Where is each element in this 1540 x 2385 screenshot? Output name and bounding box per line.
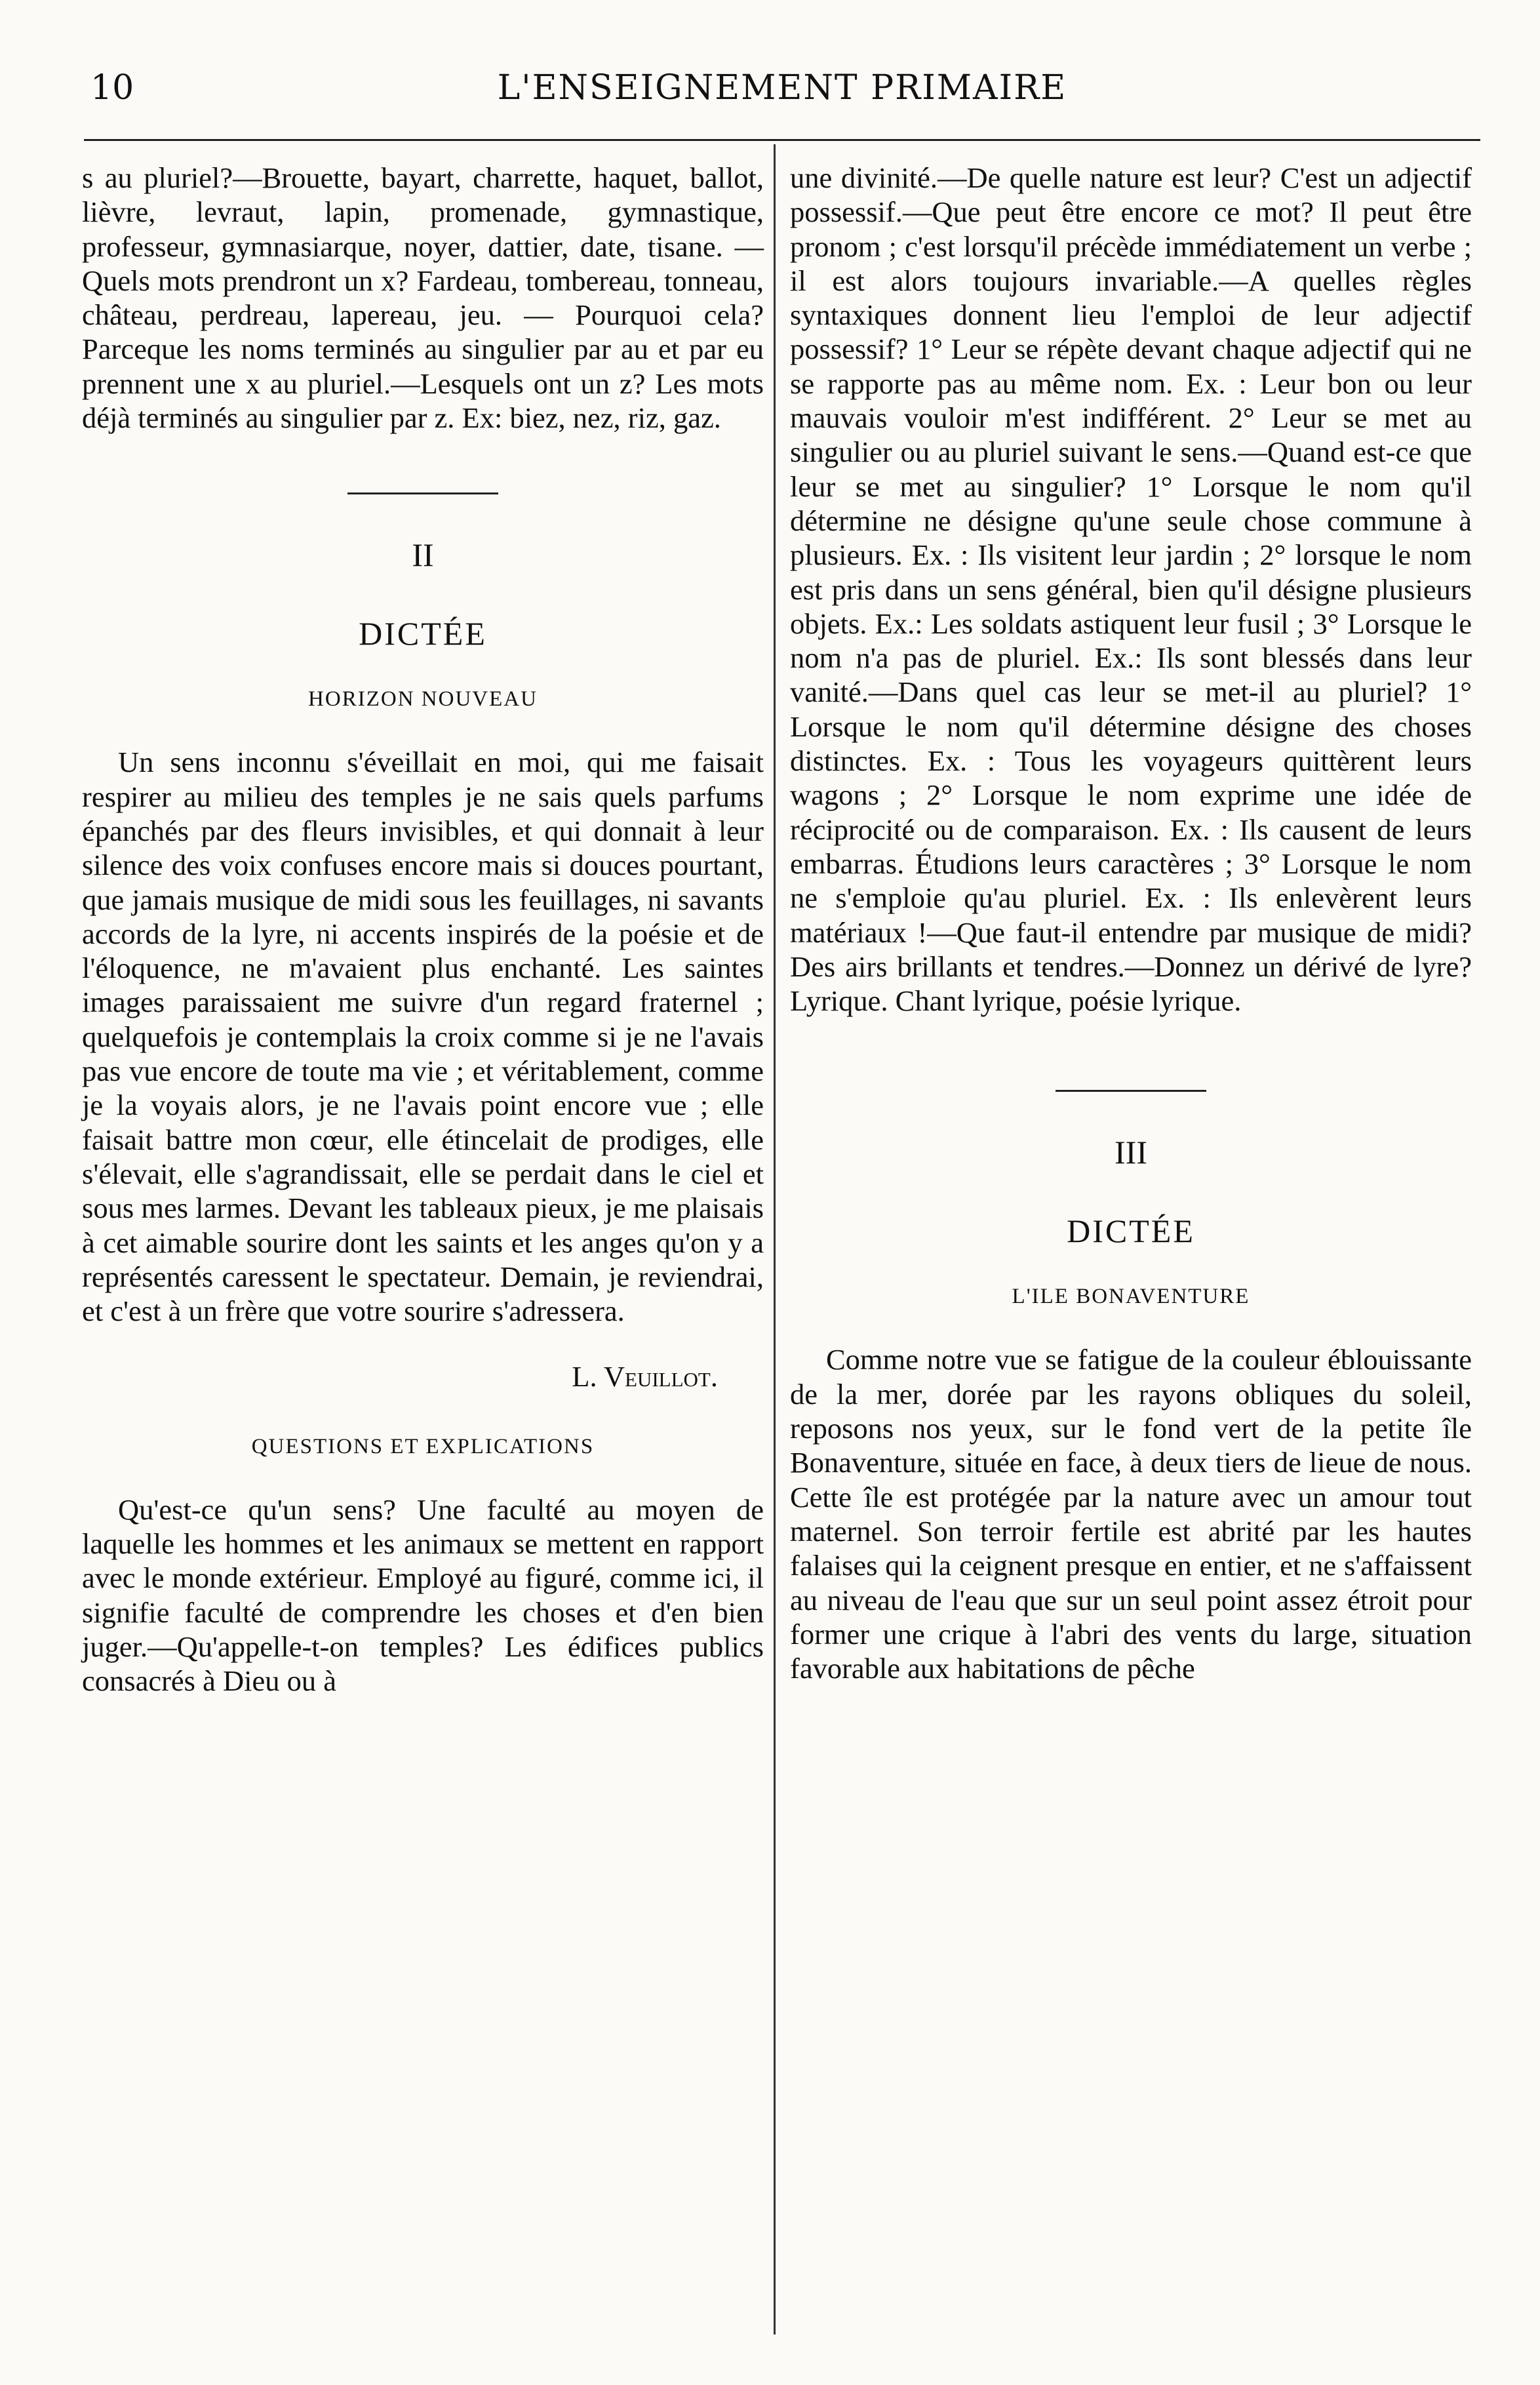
dictee-text: Comme notre vue se fatigue de la couleur éblouissante de la mer, dorée par les rayons obliques du soleil, reposons nos yeux, sur le fond vert de la petite île Bonaventure, située en face, à deux tiers de lieue de nous. Cette île est protégée par la nature avec un amour tout maternel. Son terroir fertile est abrité par les hautes falaises qui la ceignent presque en entier, et ne s'affaissent au niveau de l'eau que sur un seul point assez étroit pour former une crique à l'abri des vents du large, situation favorable aux habitations de pêche xyxy=(790,1343,1472,1685)
header-rule xyxy=(84,139,1480,141)
page-header xyxy=(84,63,1480,115)
page-number: 10 xyxy=(90,68,134,108)
left-continued-paragraph: s au pluriel?—Brouette, bayart, charrette, haquet, ballot, lièvre, levraut, lapin, promenade, gymnastique, professeur, gymnasiarque, noyer, dattier, date, tisane. — Quels mots prendront un x? Fardeau, tombereau, tonneau, château, perdreau, lapereau, jeu. — Pourquoi cela? Parceque les noms terminés au singulier par au et par eu prennent une x au pluriel.—Lesquels ont un z? Les mots déjà terminés au singulier par z. Ex: biez, nez, riz, gaz. xyxy=(82,161,764,435)
dictee-text: Un sens inconnu s'éveillait en moi, qui me faisait respirer au milieu des temples je ne sais quels parfums épanchés par des fleurs invisibles, et qui donnait à leur silence des voix confuses encore mais si douces pourtant, que jamais musique de midi sous les feuillages, ni savants accords de la lyre, ni accents inspirés de la poésie et de l'éloquence, ne m'avaient plus enchanté. Les saintes images paraissaient me suivre d'un regard fraternel ; quelquefois je contemplais la croix comme si je ne l'avais pas vue encore de toute ma vie ; et véritablement, comme je la voyais alors, je ne l'avais point encore vue ; elle faisait battre mon cœur, elle étincelait de prodiges, elle s'élevait, elle s'agrandissait, elle se perdait dans le ciel et sous mes larmes. Devant les tableaux pieux, je me plaisais à cet aimable sourire dont les saints et les anges qu'on y a représentés caressent le spectateur. Demain, je reviendrai, et c'est à un frère que votre sourire s'adressera. xyxy=(82,746,764,1328)
questions-heading: QUESTIONS ET EXPLICATIONS xyxy=(251,1434,595,1458)
section-rule xyxy=(1056,1090,1206,1092)
column-divider xyxy=(774,144,776,2335)
running-title: L'ENSEIGNEMENT PRIMAIRE xyxy=(497,68,1067,108)
dictee-heading: DICTÉE xyxy=(359,615,487,652)
section-number-ii: II xyxy=(412,536,434,574)
author-signature: L. Veuillot. xyxy=(572,1360,718,1393)
dictee-subtitle: L'ILE BONAVENTURE xyxy=(1012,1285,1250,1309)
left-column xyxy=(82,161,764,1698)
right-column xyxy=(790,161,1472,1685)
section-rule xyxy=(347,492,498,494)
section-number-iii: III xyxy=(1115,1134,1147,1171)
dictee-subtitle: HORIZON NOUVEAU xyxy=(308,687,538,711)
right-continued-paragraph: une divinité.—De quelle nature est leur? C'est un adjectif possessif.—Que peut être encore ce mot? Il peut être pronom ; c'est lorsqu'il précède immédiatement un verbe ; il est alors toujours invariable.—A quelles règles syntaxiques donnent lieu l'emploi de leur adjectif possessif? 1° Leur se répète devant chaque adjectif qui ne se rapporte pas au même nom. Ex. : Leur bon ou leur mauvais vouloir m'est indifférent. 2° Leur se met au singulier ou au pluriel suivant le sens.—Quand est-ce que leur se met au singulier? 1° Lorsque le nom qu'il détermine ne désigne qu'une seule chose commune à plusieurs. Ex. : Ils visitent leur jardin ; 2° lorsque le nom est pris dans un sens général, bien qu'il désigne plusieurs objets. Ex.: Les soldats astiquent leur fusil ; 3° Lorsque le nom n'a pas de pluriel. Ex.: Ils sont blessés dans leur vanité.—Dans quel cas leur se met-il au pluriel? 1° Lorsque le nom qu'il détermine désigne des choses distinctes. Ex. : Tous les voyageurs quittèrent leurs wagons ; 2° Lorsque le nom exprime une idée de réciprocité ou de comparaison. Ex. : Ils causent de leurs embarras. Étudions leurs caractères ; 3° Lorsque le nom ne s'emploie qu'au pluriel. Ex. : Ils enlevèrent leurs matériaux !—Que faut-il entendre par musique de midi? Des airs brillants et tendres.—Donnez un dérivé de lyre? Lyrique. Chant lyrique, poésie lyrique. xyxy=(790,161,1472,1018)
questions-text: Qu'est-ce qu'un sens? Une faculté au moyen de laquelle les hommes et les animaux se mettent en rapport avec le monde extérieur. Employé au figuré, comme ici, il signifie faculté de comprendre les choses et d'en bien juger.—Qu'appelle-t-on temples? Les édifices publics consacrés à Dieu ou à xyxy=(82,1493,764,1698)
dictee-heading: DICTÉE xyxy=(1067,1213,1195,1250)
